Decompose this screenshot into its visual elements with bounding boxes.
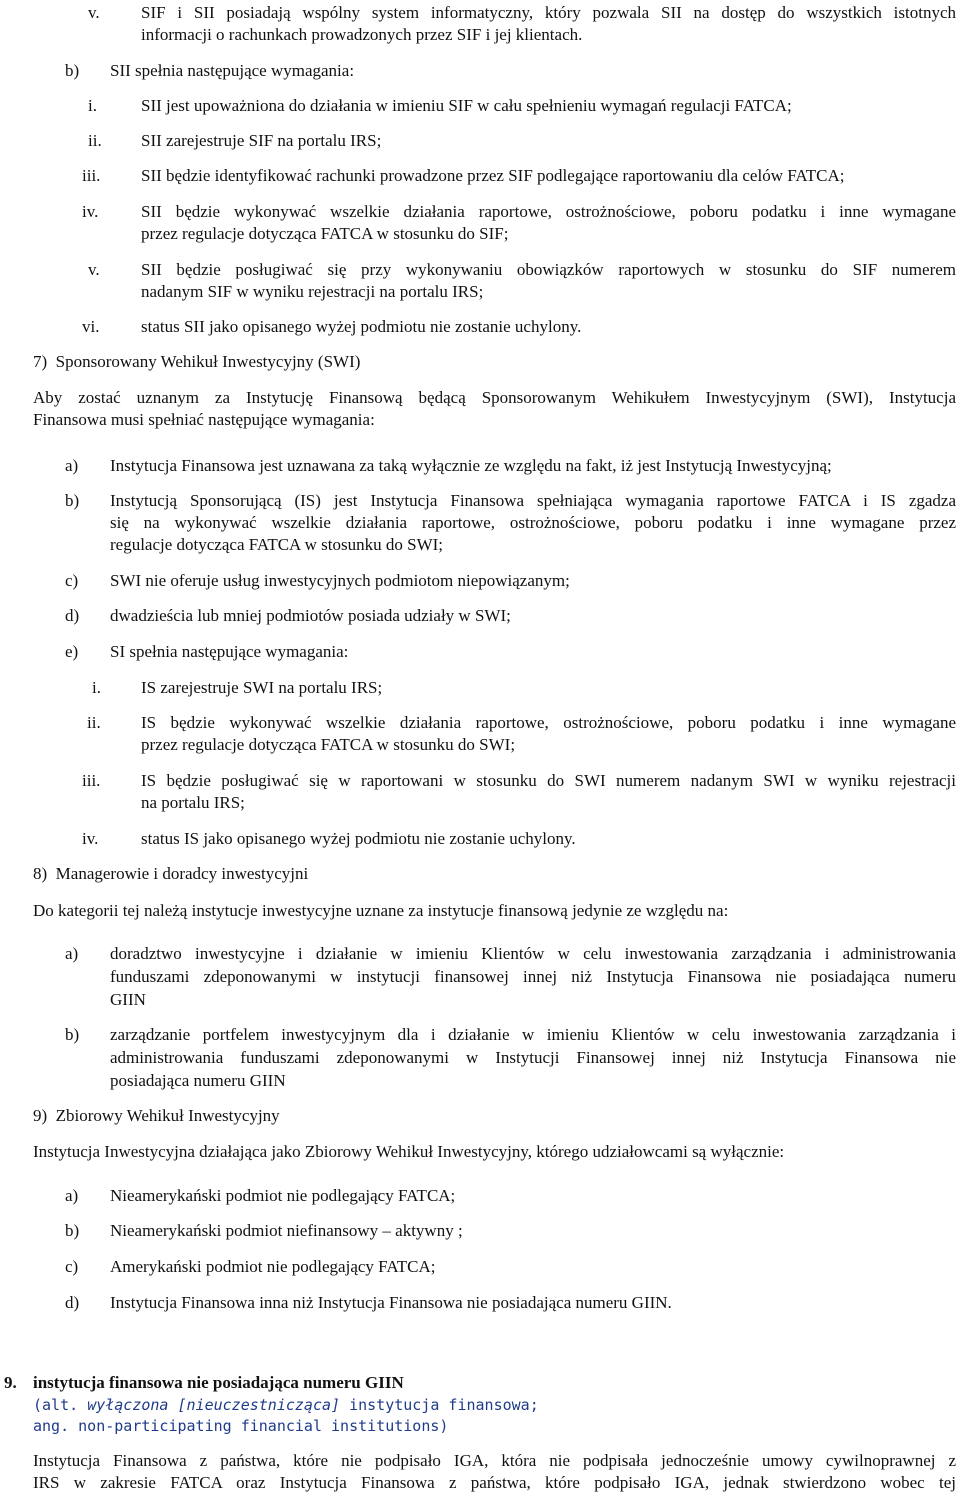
list-marker: d) <box>65 1293 80 1312</box>
list-item-text: GIIN <box>110 990 146 1009</box>
list-item-text: status SII jako opisanego wyżej podmiotu nie zostanie uchylony. <box>141 317 582 336</box>
list-marker: b) <box>65 1025 80 1044</box>
paragraph: Instytucja Finansowa z państwa, które nie podpisało IGA, która nie podpisała jednocześnie umowy cywilnoprawnej z <box>33 1451 956 1470</box>
list-marker: a) <box>65 456 79 475</box>
definition-english-name: ang. non-participating financial institutions) <box>33 1417 449 1435</box>
list-item-text: na portalu IRS; <box>141 793 245 812</box>
list-marker: e) <box>65 642 79 661</box>
alt-italic: wyłączona [nieuczestnicząca] <box>87 1396 341 1414</box>
section-heading: 9) Zbiorowy Wehikuł Inwestycyjny <box>33 1106 280 1125</box>
list-item-text: Instytucja Finansowa jest uznawana za taką wyłącznie ze względu na fakt, iż jest Instytucją Inwestycyjną; <box>110 456 832 475</box>
list-item-text: dwadzieścia lub mniej podmiotów posiada udziały w SWI; <box>110 606 511 625</box>
list-item-text: Instytucją Sponsorującą (IS) jest Instytucja Finansowa spełniająca wymagania raportowe FATCA i IS zgadza <box>110 491 956 510</box>
alt-prefix: (alt. <box>33 1396 88 1414</box>
list-marker: i. <box>92 678 101 697</box>
list-item-text: Nieamerykański podmiot nie podlegający FATCA; <box>110 1186 456 1205</box>
alt-suffix: instytucja finansowa; <box>340 1396 539 1414</box>
list-item-text: regulacje dotycząca FATCA w stosunku do SWI; <box>110 535 444 554</box>
list-item-text: funduszami zdeponowanymi w instytucji finansowej innej niż Instytucja Finansowa nie posiadająca numeru <box>110 967 956 986</box>
list-item-text: IS będzie posługiwać się w raportowani w stosunku do SWI numerem nadanym SWI w wyniku rejestracji <box>141 771 956 790</box>
list-item-text: administrowania funduszami zdeponowanymi w Instytucji Finansowej innej niż Instytucja Finansowa nie <box>110 1048 956 1067</box>
list-item-text: nadanym SIF w wyniku rejestracji na portalu IRS; <box>141 282 484 301</box>
paragraph: Instytucja Inwestycyjna działająca jako Zbiorowy Wehikuł Inwestycyjny, którego udziałowcami są wyłącznie: <box>33 1142 785 1161</box>
list-marker: b) <box>65 1221 80 1240</box>
list-item-text: SII spełnia następujące wymagania: <box>110 61 355 80</box>
paragraph: Finansowa musi spełniać następujące wymagania: <box>33 410 375 429</box>
list-item-text: przez regulacje dotycząca FATCA w stosunku do SWI; <box>141 735 516 754</box>
list-marker: b) <box>65 491 80 510</box>
list-marker: c) <box>65 571 79 590</box>
list-item-text: się na wykonywać wszelkie działania raportowe, ostrożnościowe, poboru podatku i inne wymagane przez <box>110 513 956 532</box>
paragraph: Do kategorii tej należą instytucje inwestycyjne uznane za instytucje finansową jedynie ze względu na: <box>33 901 729 920</box>
list-item-text: SI spełnia następujące wymagania: <box>110 642 349 661</box>
list-item-text: SII jest upoważniona do działania w imieniu SIF w cału spełnieniu wymagań regulacji FATCA; <box>141 96 792 115</box>
list-item-text: posiadająca numeru GIIN <box>110 1071 286 1090</box>
list-item-text: informacji o rachunkach prowadzonych przez SIF i jej klientach. <box>141 25 583 44</box>
list-marker: d) <box>65 606 80 625</box>
paragraph: IRS w zakresie FATCA oraz Instytucja Finansowa z państwa, które podpisało IGA, jednak stwierdzono wobec tej <box>33 1473 956 1492</box>
list-item-text: doradztwo inwestycyjne i działanie w imieniu Klientów w celu inwestowania zarządzania i administrowania <box>110 944 956 963</box>
list-marker: a) <box>65 944 79 963</box>
list-item-text: Nieamerykański podmiot niefinansowy – aktywny ; <box>110 1221 463 1240</box>
definition-title: instytucja finansowa nie posiadająca numeru GIIN <box>33 1373 404 1392</box>
list-item-text: SIF i SII posiadają wspólny system informatyczny, który pozwala SII na dostęp do wszystkich istotnych <box>141 3 956 22</box>
list-marker: ii. <box>88 131 102 150</box>
list-item-text: SII będzie posługiwać się przy wykonywaniu obowiązków raportowych w stosunku do SIF numerem <box>141 260 956 279</box>
list-marker: i. <box>88 96 97 115</box>
list-marker: a) <box>65 1186 79 1205</box>
definition-number: 9. <box>4 1373 17 1392</box>
list-marker: vi. <box>82 317 100 336</box>
list-item-text: SII będzie wykonywać wszelkie działania raportowe, ostrożnościowe, poboru podatku i inne wymagane <box>141 202 956 221</box>
list-item-text: SII będzie identyfikować rachunki prowadzone przez SIF podlegające raportowaniu dla celów FATCA; <box>141 166 845 185</box>
section-heading: 7) Sponsorowany Wehikuł Inwestycyjny (SWI) <box>33 352 361 371</box>
list-item-text: status IS jako opisanego wyżej podmiotu nie zostanie uchylony. <box>141 829 576 848</box>
list-item-text: zarządzanie portfelem inwestycyjnym dla i działanie w imieniu Klientów w celu inwestowania zarządzania i <box>110 1025 956 1044</box>
list-marker: c) <box>65 1257 79 1276</box>
paragraph: Aby zostać uznanym za Instytucję Finansową będącą Sponsorowanym Wehikułem Inwestycyjnym (SWI), Instytucja <box>33 388 956 407</box>
list-item-text: Instytucja Finansowa inna niż Instytucja Finansowa nie posiadająca numeru GIIN. <box>110 1293 672 1312</box>
list-marker: b) <box>65 61 80 80</box>
list-marker: ii. <box>87 713 101 732</box>
list-marker: v. <box>88 260 100 279</box>
list-item-text: SII zarejestruje SIF na portalu IRS; <box>141 131 382 150</box>
list-item-text: IS zarejestruje SWI na portalu IRS; <box>141 678 383 697</box>
list-item-text: IS będzie wykonywać wszelkie działania raportowe, ostrożnościowe, poboru podatku i inne wymagane <box>141 713 956 732</box>
list-marker: iii. <box>82 166 101 185</box>
list-marker: iv. <box>82 829 99 848</box>
list-item-text: przez regulacje dotycząca FATCA w stosunku do SIF; <box>141 224 509 243</box>
list-item-text: SWI nie oferuje usług inwestycyjnych podmiotom niepowiązanym; <box>110 571 570 590</box>
list-marker: iv. <box>82 202 99 221</box>
list-marker: iii. <box>82 771 101 790</box>
definition-alt-names <box>33 1394 539 1416</box>
list-marker: v. <box>88 3 100 22</box>
list-item-text: Amerykański podmiot nie podlegający FATCA; <box>110 1257 436 1276</box>
section-heading: 8) Managerowie i doradcy inwestycyjni <box>33 864 309 883</box>
